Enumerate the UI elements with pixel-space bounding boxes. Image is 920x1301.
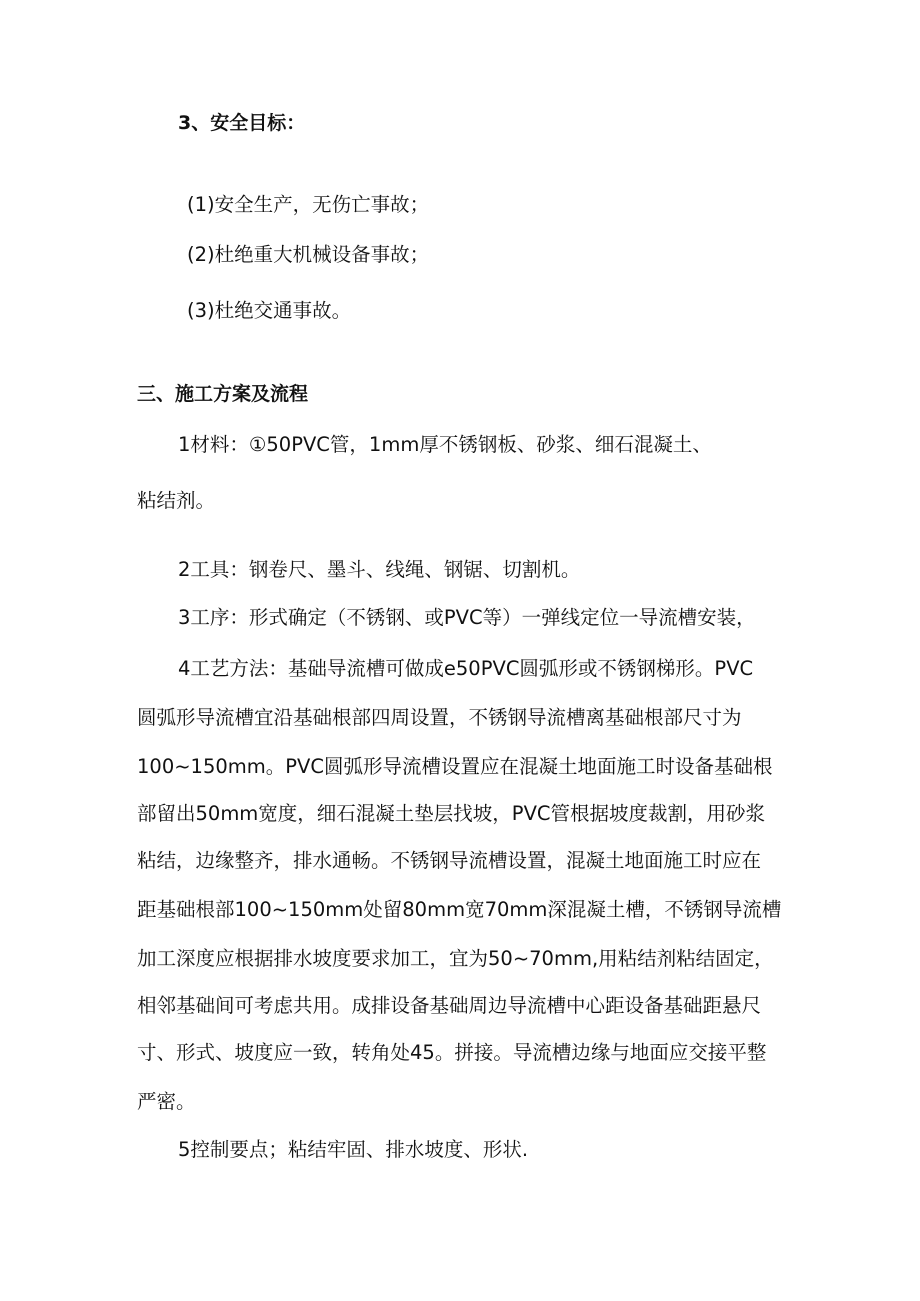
method-line: 部留出50mm宽度，细石混凝土垫层找坡，PVC管根据坡度裁割，用砂浆 <box>137 802 766 825</box>
method-line: 距基础根部100~150mm处留80mm宽70mm深混凝土槽，不锈钢导流槽 <box>137 898 782 921</box>
procedure-line: 3工序：形式确定（不锈钢、或PVC等）一弹线定位一导流槽安装， <box>178 606 756 629</box>
safety-goal-item: (1)安全生产，无伤亡事故； <box>187 193 430 216</box>
materials-line: 1材料：①50PVC管，1mm厚不锈钢板、砂浆、细石混凝土、 <box>178 433 712 456</box>
section-heading: 三、施工方案及流程 <box>137 383 309 405</box>
materials-line-continued: 粘结剂。 <box>137 489 216 512</box>
method-line: 100~150mm。PVC圆弧形导流槽设置应在混凝土地面施工时设备基础根 <box>137 755 773 778</box>
method-line: 4工艺方法：基础导流槽可做成e50PVC圆弧形或不锈钢梯形。PVC <box>178 657 754 680</box>
method-line: 圆弧形导流槽宜沿基础根部四周设置，不锈钢导流槽离基础根部尺寸为 <box>137 706 742 729</box>
safety-goal-item: (2)杜绝重大机械设备事故； <box>187 243 430 266</box>
safety-goal-item: (3)杜绝交通事故。 <box>187 299 352 322</box>
method-line: 加工深度应根据排水坡度要求加工，宜为50~70mm,用粘结剂粘结固定， <box>137 947 774 970</box>
safety-goals-heading: 3、安全目标： <box>178 112 306 134</box>
tools-line: 2工具：钢卷尺、墨斗、线绳、钢锯、切割机。 <box>178 558 581 581</box>
method-line: 相邻基础间可考虑共用。成排设备基础周边导流槽中心距设备基础距悬尺 <box>137 994 762 1017</box>
method-line: 粘结，边缘整齐，排水通畅。不锈钢导流槽设置，混凝土地面施工时应在 <box>137 849 762 872</box>
control-points-line: 5控制要点；粘结牢固、排水坡度、形状. <box>178 1138 529 1161</box>
method-line: 严密。 <box>137 1090 196 1113</box>
method-line: 寸、形式、坡度应一致，转角处45。拼接。导流槽边缘与地面应交接平整 <box>137 1041 767 1064</box>
